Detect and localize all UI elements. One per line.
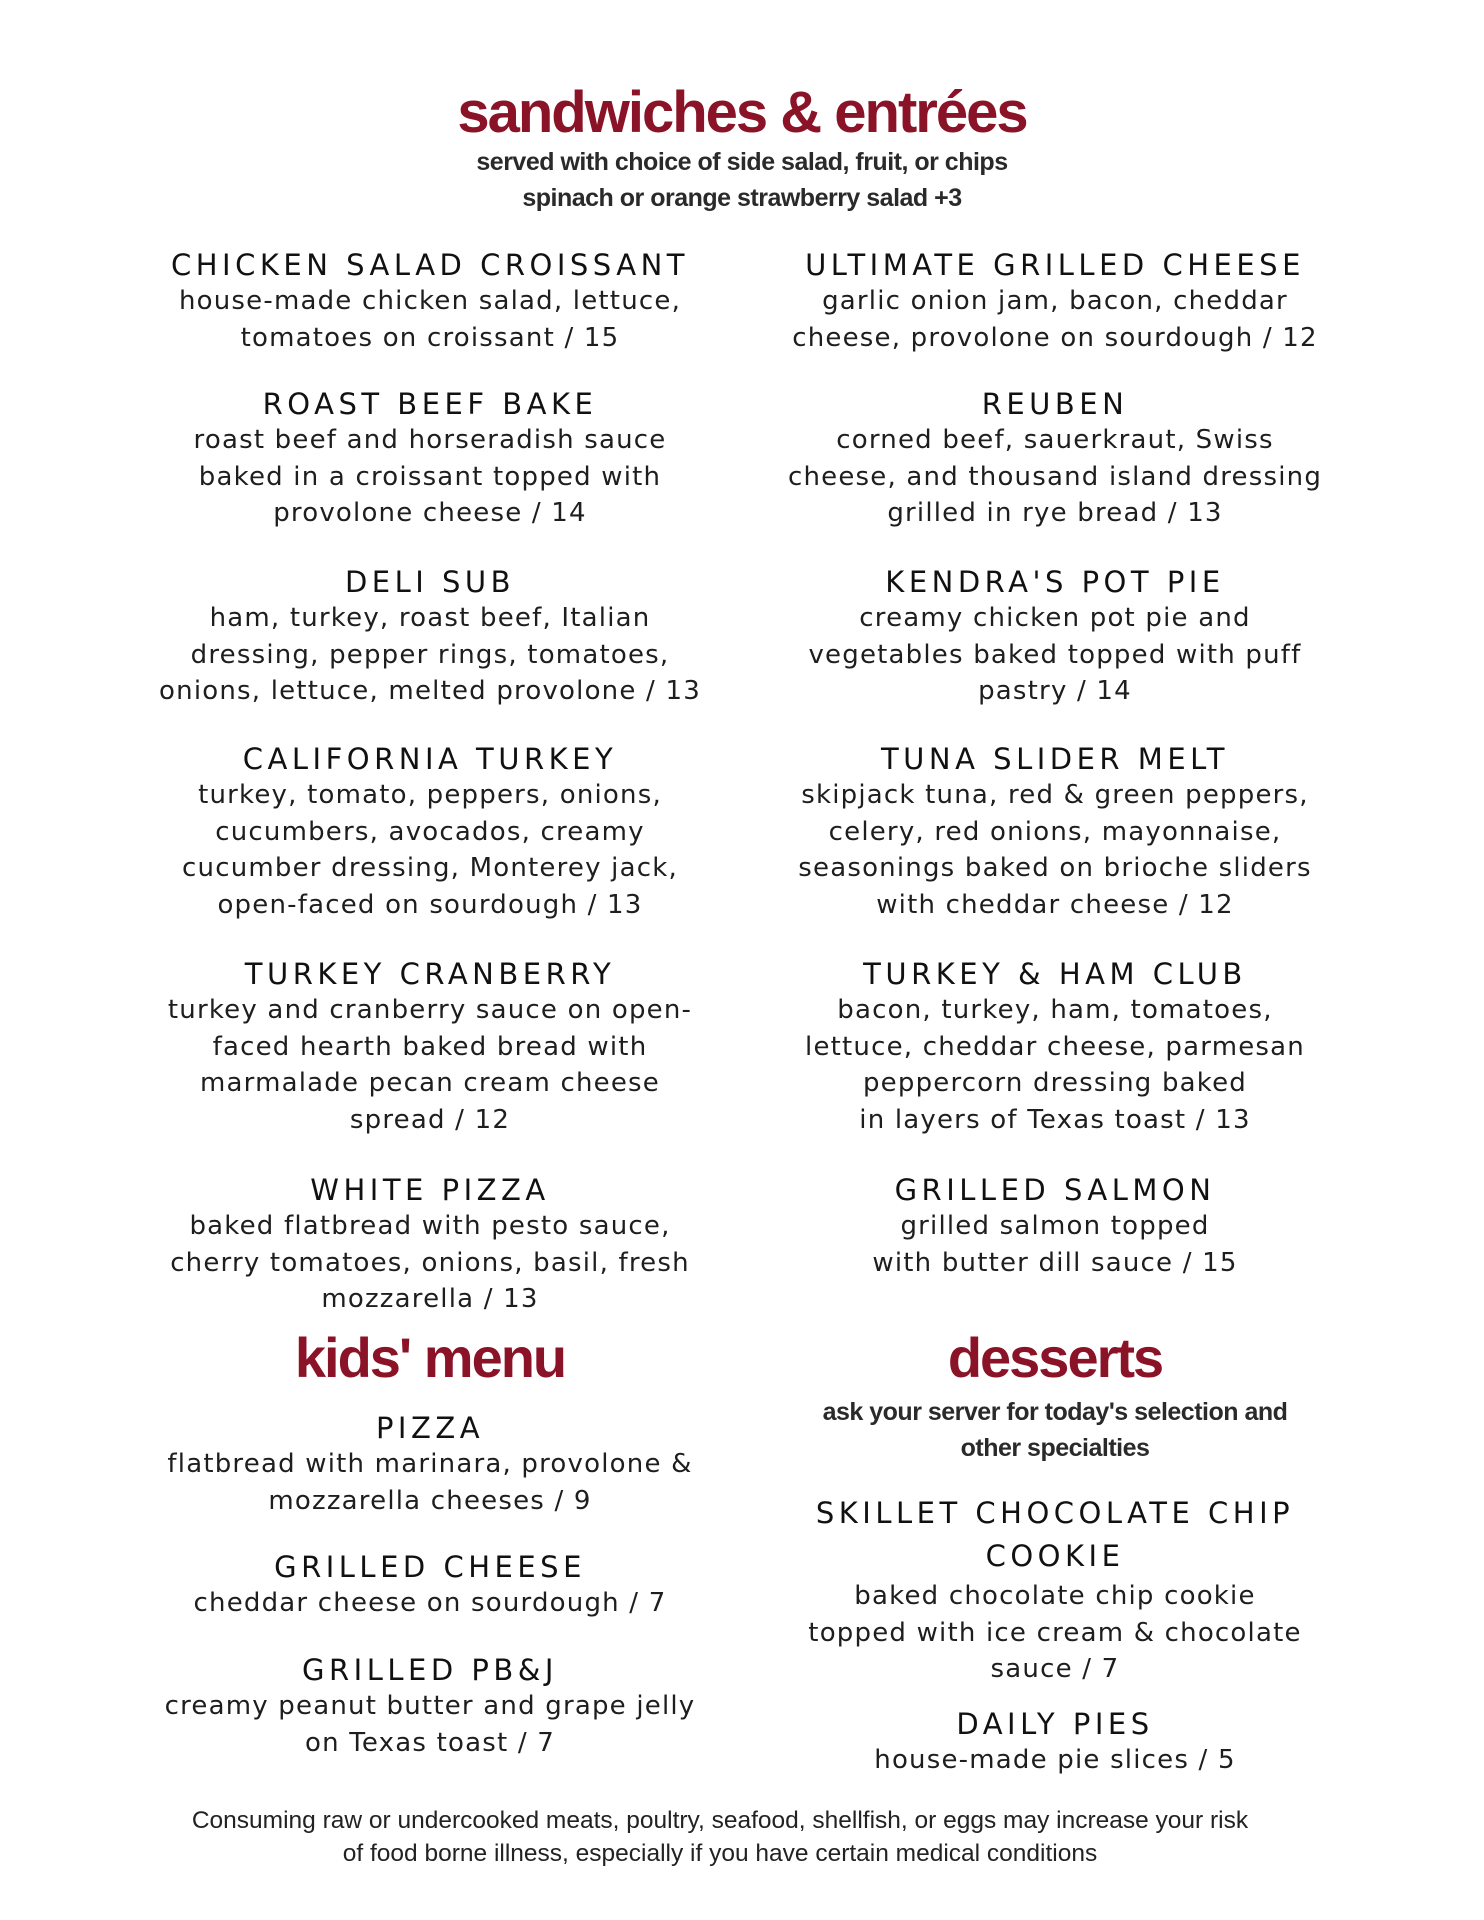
item-name: TURKEY & HAM CLUB (863, 957, 1247, 991)
item-description-line: house-made chicken salad, lettuce, (178, 286, 682, 316)
item-description-line: baked flatbread with pesto sauce, (189, 1211, 671, 1241)
menu-item-kids-pizza (140, 1410, 720, 1519)
item-description-line: tomatoes on croissant / 15 (240, 322, 620, 353)
menu-item-turkey-ham-club (765, 956, 1345, 1138)
item-description-line: turkey, tomato, peppers, onions, (198, 780, 662, 810)
desserts-subtitle-specialties: other specialties (960, 1434, 1150, 1462)
menu-item-chicken-salad-croissant (140, 247, 720, 356)
sandwiches-subtitle-side: served with choice of side salad, fruit, or chips (476, 148, 1008, 176)
item-description-line: house-made pie slices / 5 (874, 1745, 1236, 1775)
item-name: ULTIMATE GRILLED CHEESE (805, 248, 1305, 282)
item-description-line: lettuce, cheddar cheese, parmesan (805, 1031, 1305, 1062)
menu-item-kids-grilled-cheese (140, 1549, 720, 1622)
item-description-line: celery, red onions, mayonnaise, (828, 816, 1282, 847)
item-description-line: vegetables baked topped with puff (808, 639, 1302, 670)
kids-menu-title: kids' menu (294, 1326, 566, 1389)
item-description-line: open-faced on sourdough / 13 (217, 889, 643, 920)
menu-item-grilled-salmon (765, 1172, 1345, 1281)
item-description-line: skipjack tuna, red & green peppers, (801, 780, 1309, 810)
item-description-line: dressing, pepper rings, tomatoes, (190, 639, 670, 670)
item-name: KENDRA'S POT PIE (885, 565, 1225, 599)
item-description-line: cucumber dressing, Monterey jack, (182, 853, 678, 883)
menu-item-ultimate-grilled-cheese (765, 247, 1345, 356)
item-description-line: roast beef and horseradish sauce (193, 425, 667, 455)
sandwiches-subtitle-salad: spinach or orange strawberry salad +3 (522, 184, 962, 212)
item-description-line: cucumbers, avocados, creamy (215, 816, 645, 847)
item-description-line: mozzarella cheeses / 9 (268, 1485, 592, 1516)
item-name: REUBEN (981, 387, 1129, 421)
item-description-line: creamy chicken pot pie and (859, 603, 1251, 633)
item-description-line: onions, lettuce, melted provolone / 13 (159, 676, 701, 706)
item-description-line: bacon, turkey, ham, tomatoes, (837, 995, 1273, 1025)
item-description-line: seasonings baked on brioche sliders (798, 853, 1312, 883)
item-name: GRILLED PB&J (302, 1653, 558, 1687)
item-description-line: peppercorn dressing baked (862, 1068, 1248, 1098)
menu-item-turkey-cranberry (140, 956, 720, 1138)
item-description-line: topped with ice cream & chocolate (808, 1617, 1302, 1648)
item-description-line: turkey and cranberry sauce on open- (167, 995, 693, 1025)
menu-item-skillet-cookie (765, 1492, 1345, 1688)
menu-item-deli-sub (140, 564, 720, 710)
footer-disclaimer-line: Consuming raw or undercooked meats, poultry, seafood, shellfish, or eggs may increase your risk (191, 1807, 1249, 1834)
item-name: WHITE PIZZA (310, 1173, 550, 1207)
item-description-line: cheddar cheese on sourdough / 7 (193, 1588, 667, 1618)
item-description-line: baked chocolate chip cookie (854, 1581, 1256, 1611)
item-description-line: with butter dill sauce / 15 (872, 1247, 1238, 1278)
item-description-line: pastry / 14 (978, 676, 1132, 706)
item-description-line: garlic onion jam, bacon, cheddar (822, 286, 1288, 316)
item-description-line: sauce / 7 (990, 1654, 1120, 1684)
item-description-line: mozzarella / 13 (321, 1284, 539, 1314)
item-name: ROAST BEEF BAKE (262, 387, 598, 421)
item-description-line: on Texas toast / 7 (305, 1727, 555, 1758)
item-description-line: cheese, and thousand island dressing (787, 461, 1323, 492)
item-name: GRILLED CHEESE (274, 1550, 586, 1584)
item-description-line: in layers of Texas toast / 13 (859, 1104, 1251, 1135)
menu-item-daily-pies (765, 1706, 1345, 1779)
menu-item-california-turkey (140, 741, 720, 923)
menu-item-white-pizza (140, 1172, 720, 1318)
item-description-line: ham, turkey, roast beef, Italian (209, 603, 651, 633)
item-description-line: marmalade pecan cream cheese (200, 1068, 660, 1098)
item-description-line: faced hearth baked bread with (212, 1031, 648, 1062)
item-name: DELI SUB (344, 565, 516, 599)
menu-item-kids-grilled-pbj (140, 1652, 720, 1761)
item-description-line: spread / 12 (349, 1104, 511, 1135)
item-description-line: creamy peanut butter and grape jelly (164, 1691, 696, 1721)
item-description-line: with cheddar cheese / 12 (876, 889, 1234, 920)
menu-item-kendras-pot-pie (765, 564, 1345, 710)
item-description-line: cheese, provolone on sourdough / 12 (792, 322, 1318, 353)
item-name: CALIFORNIA TURKEY (242, 742, 618, 776)
menu-item-reuben (765, 386, 1345, 532)
item-name: PIZZA (375, 1411, 485, 1445)
item-description-line: cherry tomatoes, onions, basil, fresh (170, 1247, 690, 1278)
menu-item-tuna-slider-melt (765, 741, 1345, 923)
sandwiches-title: sandwiches & entrées (457, 80, 1027, 145)
footer-disclaimer-line: of food borne illness, especially if you have certain medical conditions (342, 1840, 1098, 1867)
item-description-line: grilled in rye bread / 13 (887, 498, 1223, 528)
item-name: CHICKEN SALAD CROISSANT (171, 248, 689, 282)
menu-item-roast-beef-bake (140, 386, 720, 532)
item-description-line: flatbread with marinara, provolone & (167, 1449, 693, 1479)
item-description-line: grilled salmon topped (900, 1211, 1210, 1241)
desserts-subtitle-selection: ask your server for today's selection and (822, 1398, 1288, 1426)
item-name: DAILY PIES (956, 1707, 1154, 1741)
item-name-continued: COOKIE (985, 1539, 1125, 1573)
item-description-line: corned beef, sauerkraut, Swiss (836, 425, 1274, 455)
item-name: TUNA SLIDER MELT (880, 742, 1230, 776)
item-name: SKILLET CHOCOLATE CHIP (815, 1496, 1295, 1530)
item-name: TURKEY CRANBERRY (244, 957, 616, 991)
desserts-title: desserts (947, 1326, 1163, 1389)
item-description-line: provolone cheese / 14 (273, 498, 587, 528)
item-description-line: baked in a croissant topped with (198, 461, 662, 492)
item-name: GRILLED SALMON (894, 1173, 1216, 1207)
